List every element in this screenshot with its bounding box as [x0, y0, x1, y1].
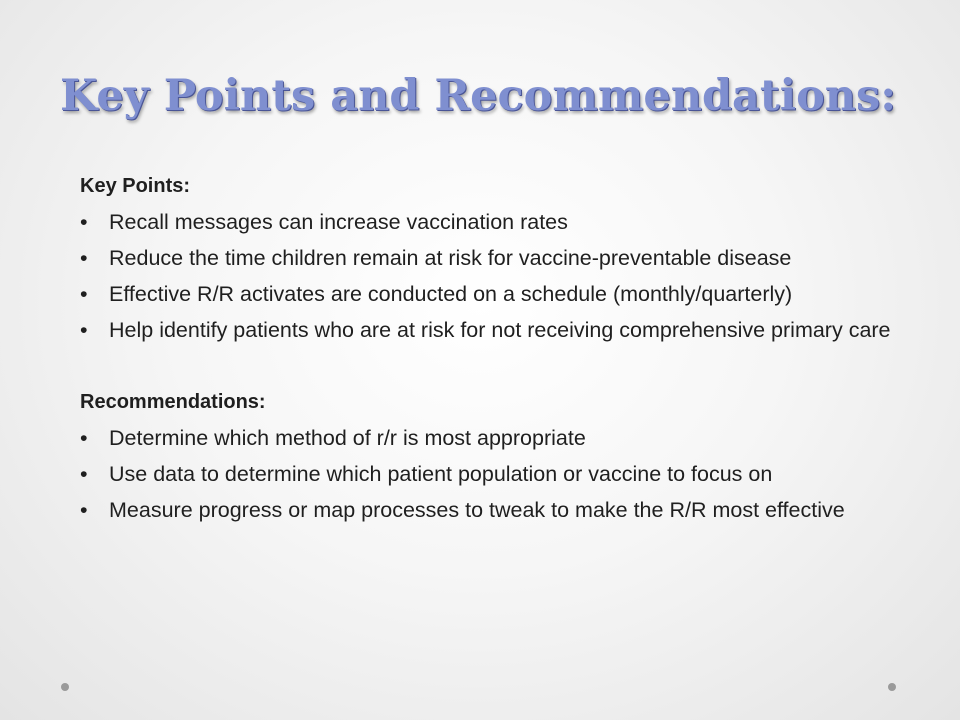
- decorative-dot-left: [61, 683, 69, 691]
- key-point-item: • Help identify patients who are at risk for not receiving comprehensive primary care: [80, 318, 930, 342]
- key-point-item: • Reduce the time children remain at risk for vaccine-preventable disease: [80, 246, 930, 270]
- decorative-dot-right: [888, 683, 896, 691]
- key-points-heading: Key Points:: [80, 175, 191, 197]
- key-point-item: • Recall messages can increase vaccination rates: [80, 210, 930, 234]
- key-points-list: [80, 210, 930, 342]
- slide-body: [80, 172, 930, 534]
- recommendations-heading: Recommendations:: [80, 391, 266, 413]
- key-point-item: • Effective R/R activates are conducted on a schedule (monthly/quarterly): [80, 282, 930, 306]
- recommendations-list: [80, 426, 930, 522]
- section-spacer: [80, 354, 930, 388]
- recommendation-item: • Measure progress or map processes to tweak to make the R/R most effective: [80, 498, 930, 522]
- recommendation-item: • Determine which method of r/r is most appropriate: [80, 426, 930, 450]
- recommendation-item: • Use data to determine which patient population or vaccine to focus on: [80, 462, 930, 486]
- slide-title: Key Points and Recommendations:: [60, 71, 897, 121]
